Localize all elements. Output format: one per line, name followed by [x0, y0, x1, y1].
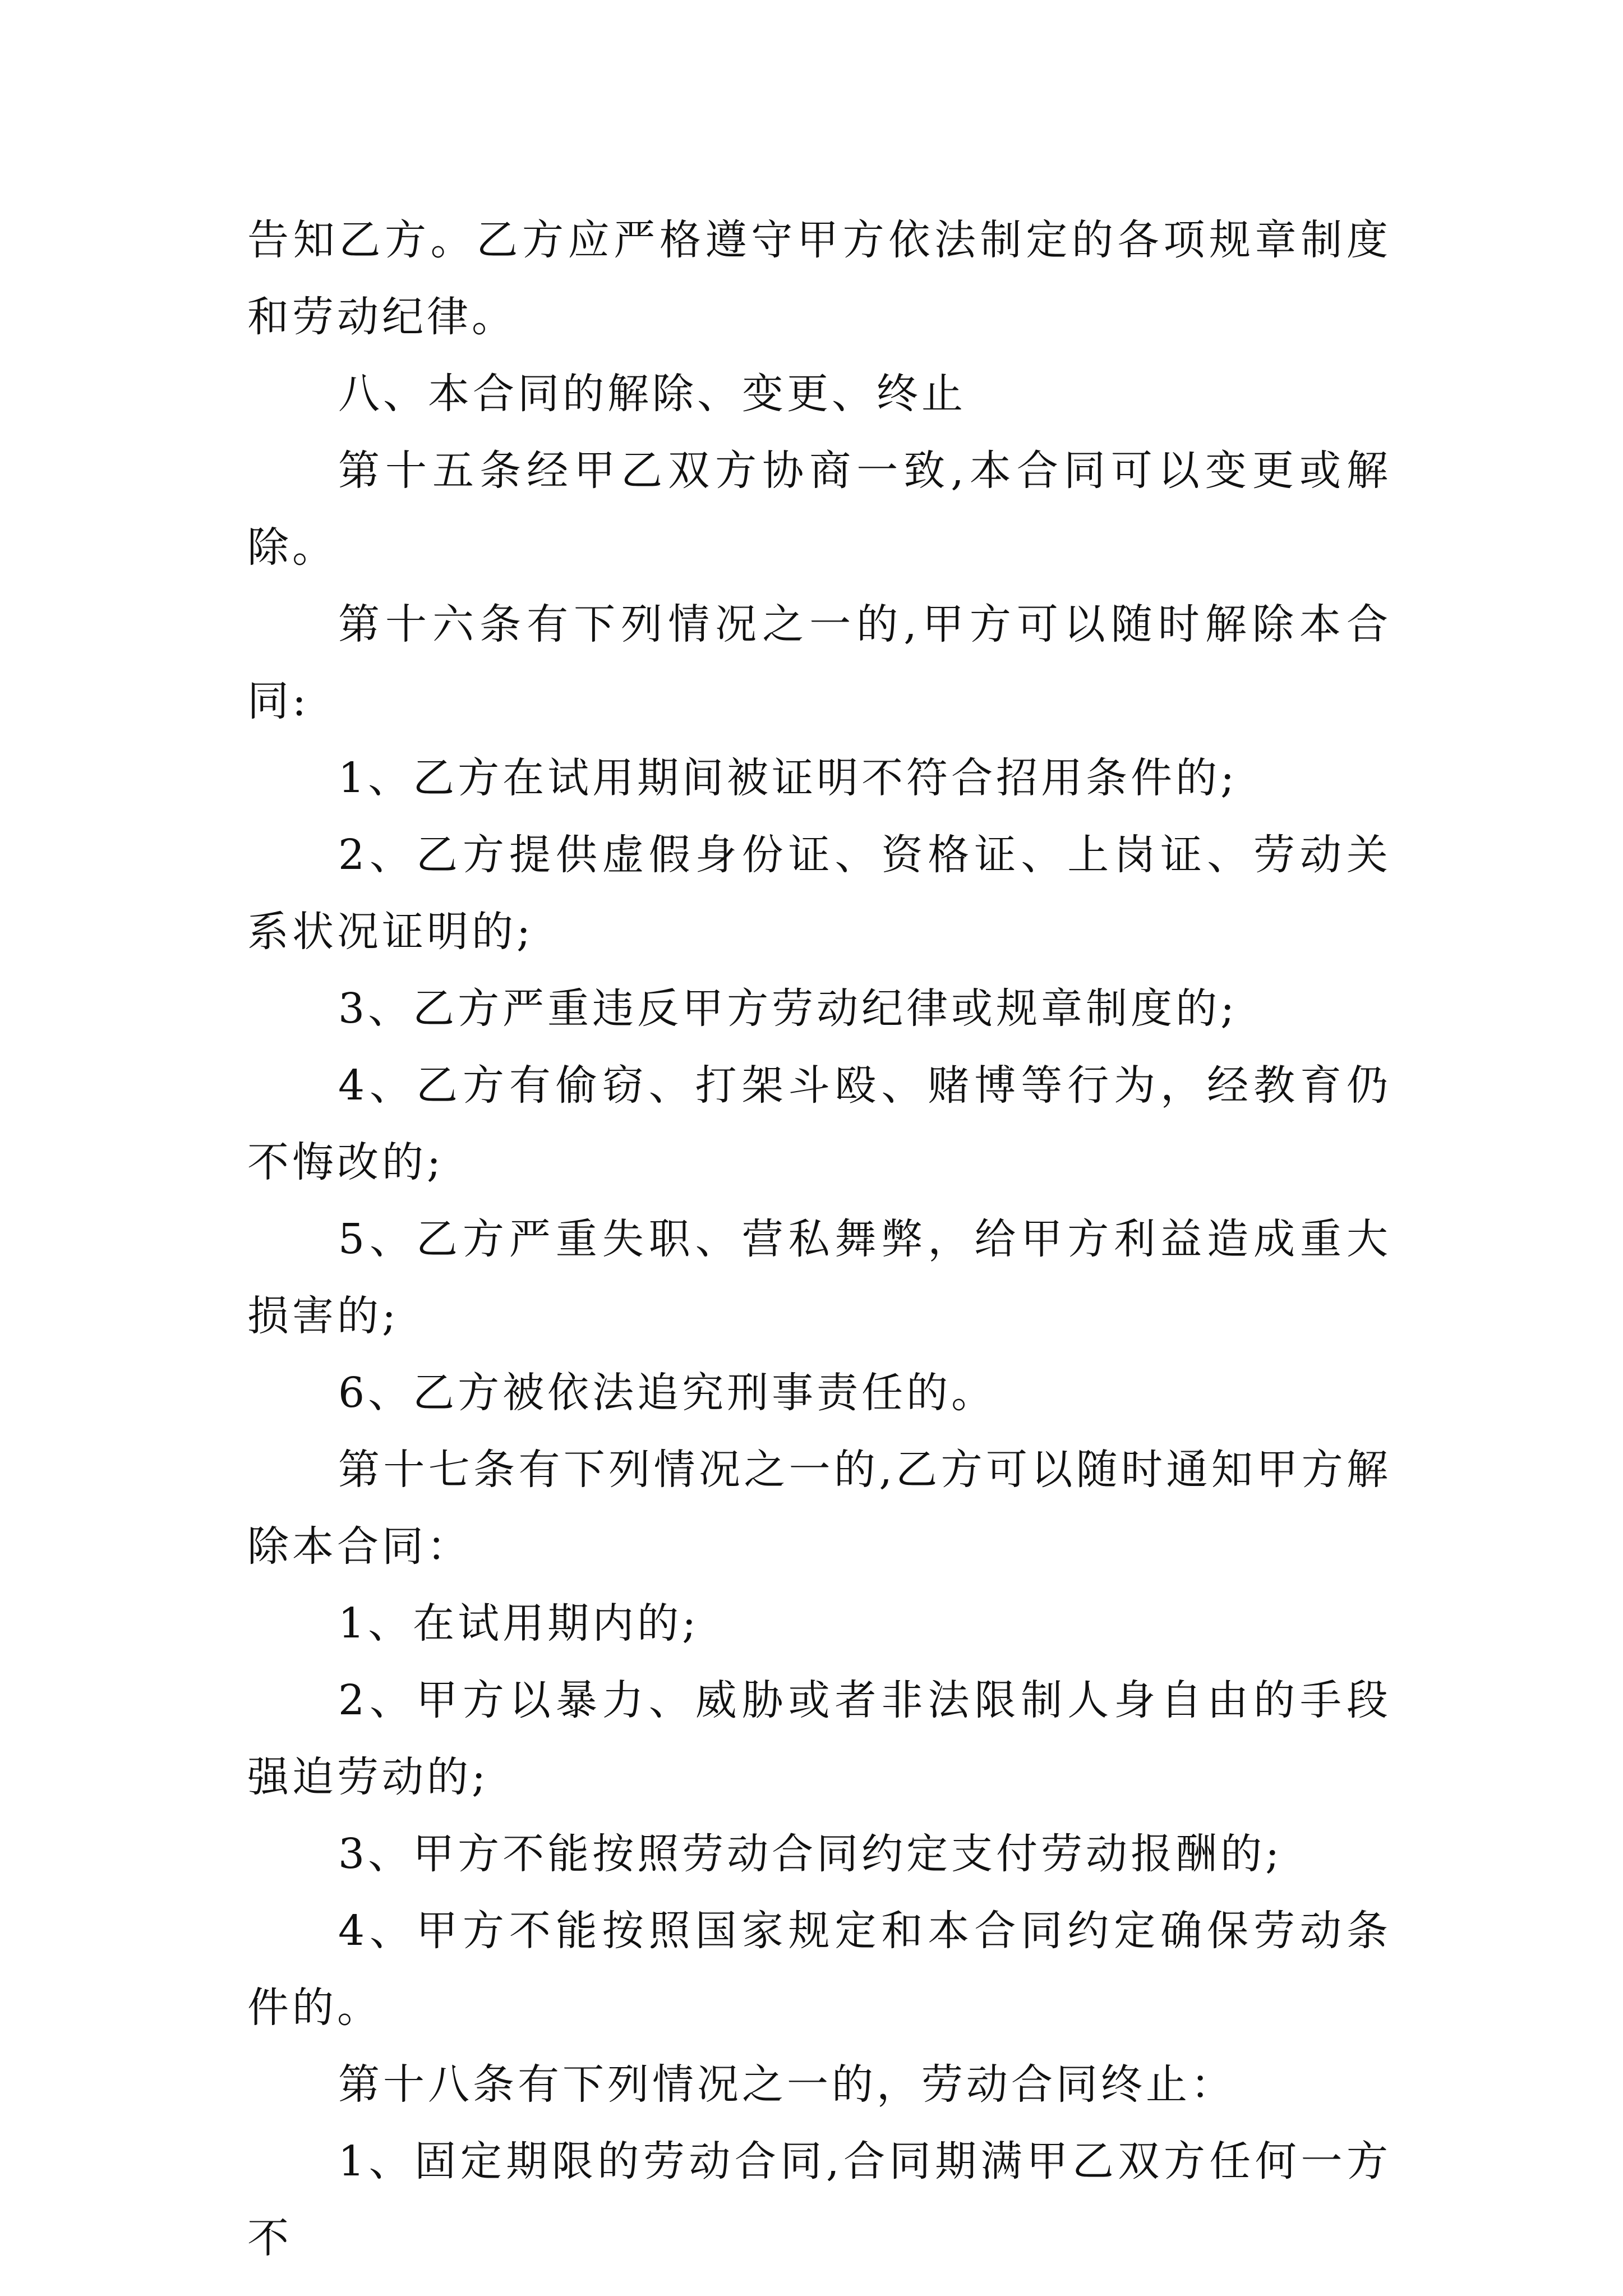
- document-body: [247, 202, 1391, 2277]
- section-heading-termination: 八、本合同的解除、变更、终止: [338, 370, 966, 418]
- article-16-item-1: 1、乙方在试用期间被证明不符合招用条件的;: [338, 754, 1238, 802]
- paragraph-continuation: 告知乙方。乙方应严格遵守甲方依法制定的各项规章制度和劳动纪律。: [247, 216, 1391, 341]
- article-17-item-1: 1、在试用期内的;: [338, 1599, 700, 1648]
- article-16-item-3: 3、乙方严重违反甲方劳动纪律或规章制度的;: [338, 984, 1238, 1033]
- article-17: 第十七条有下列情况之一的,乙方可以随时通知甲方解除本合同：: [247, 1446, 1391, 1571]
- article-16-item-4: 4、乙方有偷窃、打架斗殴、赌博等行为，经教育仍不悔改的;: [247, 1061, 1391, 1186]
- article-16: 第十六条有下列情况之一的,甲方可以随时解除本合同:: [247, 600, 1391, 725]
- article-16-item-5: 5、乙方严重失职、营私舞弊，给甲方利益造成重大损害的;: [247, 1215, 1391, 1340]
- article-17-item-2: 2、甲方以暴力、威胁或者非法限制人身自由的手段强迫劳动的;: [247, 1676, 1391, 1801]
- article-17-item-4: 4、甲方不能按照国家规定和本合同约定确保劳动条件的。: [247, 1907, 1391, 2032]
- article-18: 第十八条有下列情况之一的，劳动合同终止：: [338, 2060, 1235, 2109]
- article-18-item-1: 1、固定期限的劳动合同,合同期满甲乙双方任何一方不: [247, 2137, 1391, 2262]
- article-16-item-6: 6、乙方被依法追究刑事责任的。: [338, 1369, 997, 1417]
- article-15: 第十五条经甲乙双方协商一致,本合同可以变更或解除。: [247, 447, 1391, 572]
- article-17-item-3: 3、甲方不能按照劳动合同约定支付劳动报酬的;: [338, 1830, 1283, 1878]
- article-16-item-2: 2、乙方提供虚假身份证、资格证、上岗证、劳动关系状况证明的;: [247, 831, 1391, 956]
